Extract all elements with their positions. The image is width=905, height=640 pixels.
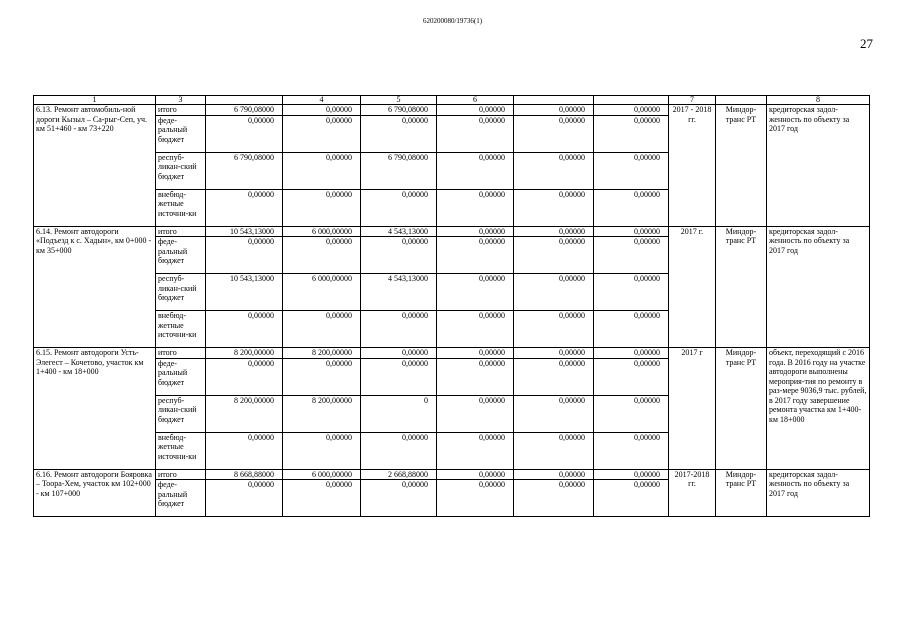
- value-cell: 0,00000: [514, 105, 594, 116]
- value-cell: 8 668,88000: [206, 469, 283, 480]
- value-cell: 6 000,00000: [283, 469, 361, 480]
- funding-source-cell: респуб-ликан-ский бюджет: [156, 395, 206, 432]
- funding-source-cell: внебюд-жетные источни-ки: [156, 432, 206, 469]
- value-cell: 6 790,08000: [361, 105, 437, 116]
- column-header: [514, 96, 594, 105]
- note-cell: кредиторская задол-женность по объекту за 2017 год: [767, 469, 870, 517]
- value-cell: 8 200,00000: [206, 395, 283, 432]
- value-cell: 0,00000: [594, 189, 669, 226]
- funding-source-cell: феде-ральный бюджет: [156, 358, 206, 395]
- value-cell: 0,00000: [206, 358, 283, 395]
- value-cell: 0,00000: [594, 311, 669, 348]
- table-row: [34, 226, 870, 237]
- value-cell: 0,00000: [283, 189, 361, 226]
- value-cell: 0,00000: [437, 152, 514, 189]
- value-cell: 0,00000: [437, 237, 514, 274]
- funding-source-cell: итого: [156, 105, 206, 116]
- value-cell: 0,00000: [594, 432, 669, 469]
- column-header: 5: [361, 96, 437, 105]
- value-cell: 6 000,00000: [283, 274, 361, 311]
- value-cell: 0,00000: [283, 237, 361, 274]
- period-cell: 2017 - 2018 гг.: [669, 105, 716, 227]
- value-cell: 8 200,00000: [283, 348, 361, 359]
- funding-source-cell: внебюд-жетные источни-ки: [156, 311, 206, 348]
- value-cell: 0,00000: [206, 115, 283, 152]
- period-cell: 2017 г: [669, 348, 716, 470]
- note-cell: объект, переходящий с 2016 года. В 2016 году на участке автодороги выполнены мероприя-тия по ремонту в раз-мере 9036,9 тыс. рублей, в 2017 году завершение ремонта участка км 1+400- км 18+000: [767, 348, 870, 470]
- value-cell: 0,00000: [361, 115, 437, 152]
- value-cell: 0,00000: [514, 189, 594, 226]
- funding-source-cell: итого: [156, 226, 206, 237]
- value-cell: 0,00000: [437, 115, 514, 152]
- value-cell: 0,00000: [361, 311, 437, 348]
- value-cell: 0,00000: [594, 480, 669, 517]
- value-cell: 6 790,08000: [206, 152, 283, 189]
- column-header: 1: [34, 96, 156, 105]
- period-cell: 2017 г.: [669, 226, 716, 348]
- header-row: [34, 96, 870, 105]
- value-cell: 6 790,08000: [361, 152, 437, 189]
- value-cell: 0,00000: [594, 348, 669, 359]
- value-cell: 0,00000: [283, 432, 361, 469]
- funding-source-cell: феде-ральный бюджет: [156, 237, 206, 274]
- value-cell: 0,00000: [206, 480, 283, 517]
- value-cell: 0,00000: [514, 152, 594, 189]
- value-cell: 0,00000: [514, 311, 594, 348]
- executor-cell: Миндор-транс РТ: [716, 226, 767, 348]
- column-header: [206, 96, 283, 105]
- column-header: 3: [156, 96, 206, 105]
- value-cell: 0,00000: [514, 348, 594, 359]
- value-cell: 0: [361, 395, 437, 432]
- value-cell: 0,00000: [361, 432, 437, 469]
- value-cell: 0,00000: [437, 469, 514, 480]
- value-cell: 0,00000: [361, 348, 437, 359]
- value-cell: 0,00000: [594, 152, 669, 189]
- value-cell: 0,00000: [206, 432, 283, 469]
- value-cell: 0,00000: [283, 480, 361, 517]
- value-cell: 0,00000: [361, 358, 437, 395]
- value-cell: 0,00000: [283, 152, 361, 189]
- column-header: [716, 96, 767, 105]
- event-name-cell: 6.13. Ремонт автомобиль-ной дороги Кызыл – Са-рыг-Сеп, уч. км 51+460 - км 73+220: [34, 105, 156, 227]
- value-cell: 6 790,08000: [206, 105, 283, 116]
- table-row: [34, 469, 870, 480]
- value-cell: 0,00000: [437, 226, 514, 237]
- value-cell: 0,00000: [437, 274, 514, 311]
- event-name-cell: 6.14. Ремонт автодороги «Подъезд к с. Хадын», км 0+000 - км 35+000: [34, 226, 156, 348]
- funding-source-cell: итого: [156, 348, 206, 359]
- funding-source-cell: респуб-ликан-ский бюджет: [156, 274, 206, 311]
- funding-source-cell: феде-ральный бюджет: [156, 115, 206, 152]
- executor-cell: Миндор-транс РТ: [716, 348, 767, 470]
- value-cell: 0,00000: [283, 105, 361, 116]
- note-cell: кредиторская задол-женность по объекту за 2017 год: [767, 226, 870, 348]
- table-row: [34, 348, 870, 359]
- value-cell: 0,00000: [361, 237, 437, 274]
- value-cell: 0,00000: [437, 105, 514, 116]
- executor-cell: Миндор-транс РТ: [716, 469, 767, 517]
- value-cell: 0,00000: [206, 311, 283, 348]
- executor-cell: Миндор-транс РТ: [716, 105, 767, 227]
- value-cell: 0,00000: [514, 480, 594, 517]
- value-cell: 10 543,13000: [206, 274, 283, 311]
- value-cell: 0,00000: [514, 226, 594, 237]
- page-number: 27: [860, 36, 873, 51]
- value-cell: 0,00000: [283, 115, 361, 152]
- value-cell: 4 543,13000: [361, 274, 437, 311]
- value-cell: 0,00000: [283, 311, 361, 348]
- event-name-cell: 6.16. Ремонт автодороги Бояровка – Тоора-Хем, участок км 102+000 - км 107+000: [34, 469, 156, 517]
- value-cell: 0,00000: [437, 311, 514, 348]
- value-cell: 0,00000: [594, 105, 669, 116]
- value-cell: 0,00000: [437, 358, 514, 395]
- value-cell: 6 000,00000: [283, 226, 361, 237]
- value-cell: 0,00000: [514, 274, 594, 311]
- value-cell: 10 543,13000: [206, 226, 283, 237]
- column-header: 4: [283, 96, 361, 105]
- value-cell: 4 543,13000: [361, 226, 437, 237]
- value-cell: 0,00000: [437, 189, 514, 226]
- program-table: [33, 95, 870, 517]
- value-cell: 0,00000: [437, 480, 514, 517]
- value-cell: 8 200,00000: [206, 348, 283, 359]
- value-cell: 0,00000: [594, 274, 669, 311]
- value-cell: 0,00000: [437, 348, 514, 359]
- funding-source-cell: респуб-ликан-ский бюджет: [156, 152, 206, 189]
- value-cell: 0,00000: [361, 189, 437, 226]
- value-cell: 0,00000: [594, 115, 669, 152]
- value-cell: 0,00000: [514, 469, 594, 480]
- column-header: 7: [669, 96, 716, 105]
- note-cell: кредиторская задол-женность по объекту за 2017 год: [767, 105, 870, 227]
- column-header: 8: [767, 96, 870, 105]
- column-header: 6: [437, 96, 514, 105]
- value-cell: 0,00000: [361, 480, 437, 517]
- value-cell: 0,00000: [514, 237, 594, 274]
- column-header: [594, 96, 669, 105]
- funding-source-cell: феде-ральный бюджет: [156, 480, 206, 517]
- value-cell: 0,00000: [594, 395, 669, 432]
- period-cell: 2017-2018 гг.: [669, 469, 716, 517]
- value-cell: 0,00000: [594, 237, 669, 274]
- table-row: [34, 105, 870, 116]
- document-id: 620200080/19736(1): [422, 17, 483, 25]
- value-cell: 0,00000: [594, 226, 669, 237]
- value-cell: 0,00000: [437, 395, 514, 432]
- value-cell: 0,00000: [594, 358, 669, 395]
- value-cell: 0,00000: [514, 115, 594, 152]
- funding-source-cell: внебюд-жетные источни-ки: [156, 189, 206, 226]
- value-cell: 8 200,00000: [283, 395, 361, 432]
- value-cell: 0,00000: [283, 358, 361, 395]
- value-cell: 2 668,88000: [361, 469, 437, 480]
- value-cell: 0,00000: [206, 189, 283, 226]
- value-cell: 0,00000: [206, 237, 283, 274]
- value-cell: 0,00000: [437, 432, 514, 469]
- event-name-cell: 6.15. Ремонт автодороги Усть-Элегест – Кочетово, участок км 1+400 - км 18+000: [34, 348, 156, 470]
- funding-source-cell: итого: [156, 469, 206, 480]
- value-cell: 0,00000: [514, 358, 594, 395]
- value-cell: 0,00000: [514, 395, 594, 432]
- value-cell: 0,00000: [594, 469, 669, 480]
- value-cell: 0,00000: [514, 432, 594, 469]
